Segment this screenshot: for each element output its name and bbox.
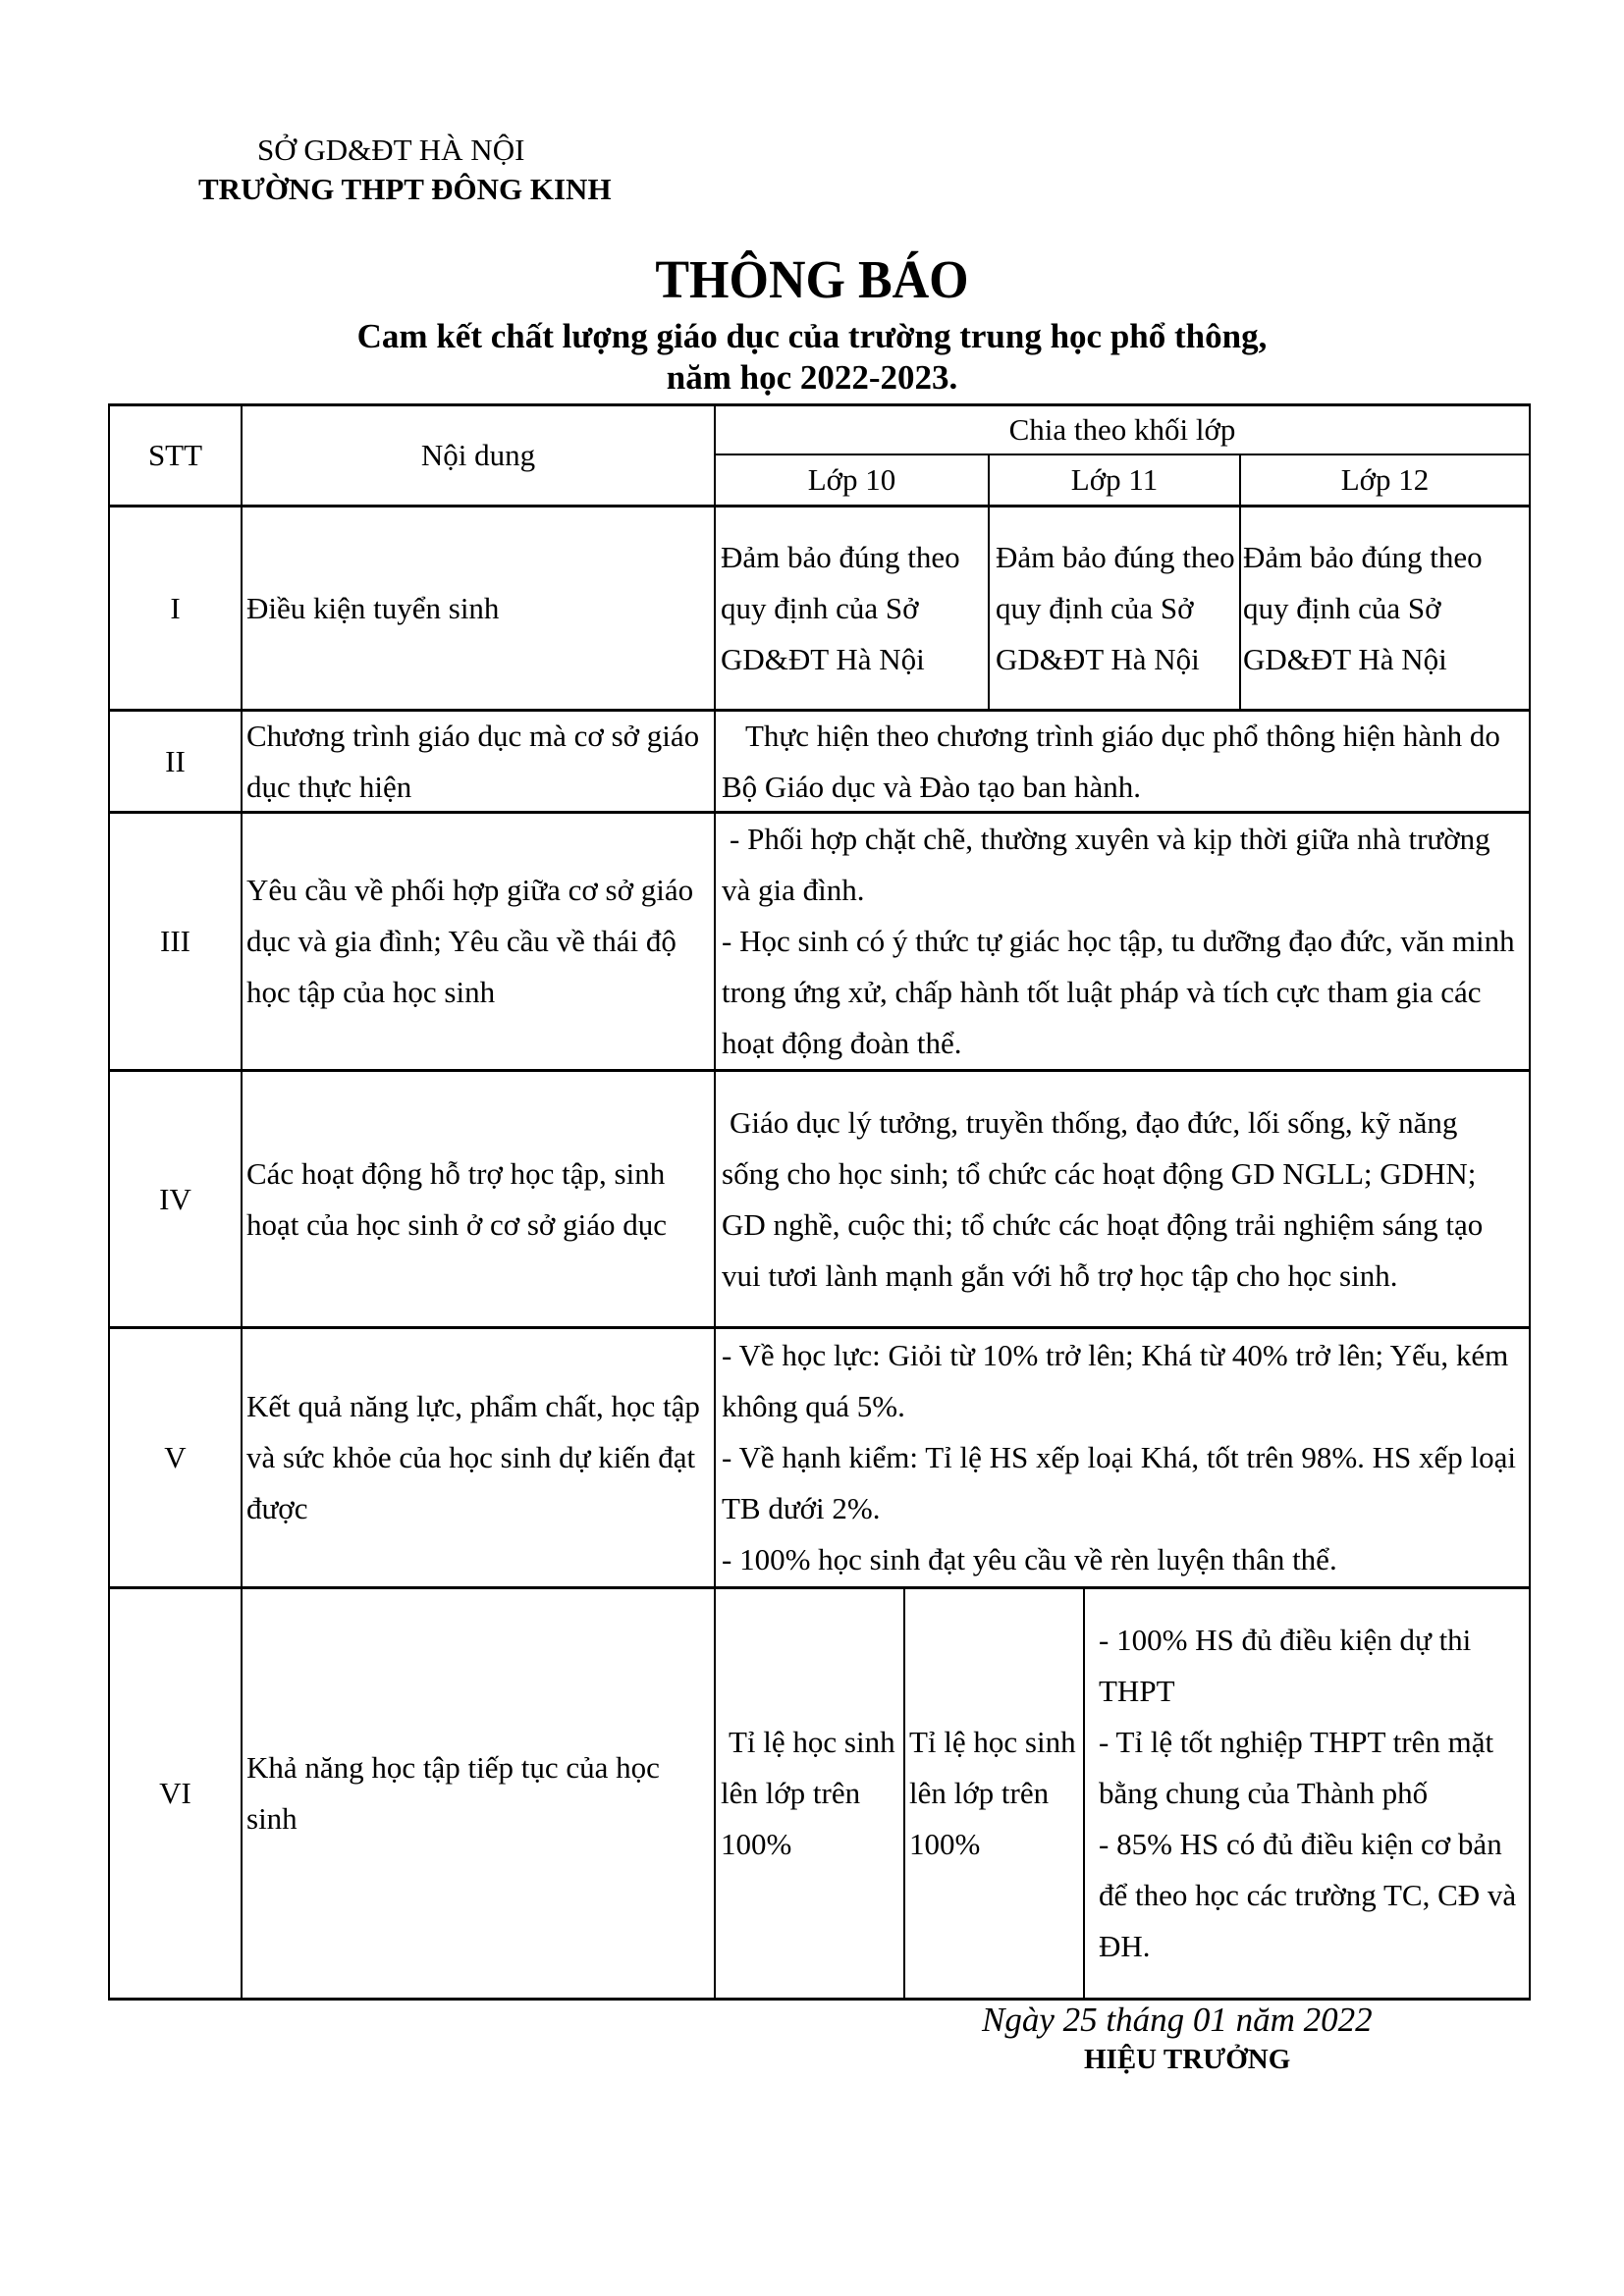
row-grade-10 xyxy=(716,507,988,709)
row-content-label: Kết quả năng lực, phẩm chất, học tập và sức khỏe của học sinh dự kiến đạt được xyxy=(246,1389,700,1525)
header-grade-12 xyxy=(1241,455,1529,505)
row-stt-label: I xyxy=(170,590,181,625)
row-merged-text: Giáo dục lý tưởng, truyền thống, đạo đức, lối sống, kỹ năng sống cho học sinh; tổ chức các hoạt động GD NGLL; GDHN; GD nghề, cuộc thi; tổ chức các hoạt động trải nghiệm sáng tạo vui tươi lành mạnh gắn với hỗ trợ học tập cho học sinh. xyxy=(722,1104,1484,1293)
header-grade-group xyxy=(716,406,1529,454)
document-subtitle xyxy=(0,316,1624,399)
row-stt-label: V xyxy=(164,1440,187,1474)
row-content-label: Điều kiện tuyển sinh xyxy=(246,590,500,625)
row-content-label: Chương trình giáo dục mà cơ sở giáo dục thực hiện xyxy=(246,718,700,804)
row-grade-12-item: - 85% HS có đủ điều kiện cơ bản để theo học các trường TC, CĐ và ĐH. xyxy=(1099,1827,1517,1963)
row-grade-11 xyxy=(990,507,1239,709)
row-grade-12 xyxy=(1085,1589,1529,1998)
row-stt xyxy=(110,507,241,709)
header-stt xyxy=(110,406,241,505)
header-grade-12-label: Lớp 12 xyxy=(1340,462,1430,497)
signing-date: Ngày 25 tháng 01 năm 2022 xyxy=(982,2001,1373,2039)
row-stt xyxy=(110,1072,241,1326)
row-content-label: Yêu cầu về phối hợp giữa cơ sở giáo dục và gia đình; Yêu cầu về thái độ học tập của học sinh xyxy=(246,873,694,1009)
row-grade-10-text: Đảm bảo đúng theo quy định của Sở GD&ĐT Hà Nội xyxy=(721,539,960,676)
row-grade-12-text: Đảm bảo đúng theo quy định của Sở GD&ĐT Hà Nội xyxy=(1243,539,1483,676)
header-content xyxy=(243,406,714,505)
row-stt-label: II xyxy=(165,743,186,778)
subtitle-line-2: năm học 2022-2023. xyxy=(666,358,958,397)
school-name: TRƯỜNG THPT ĐÔNG KINH xyxy=(198,172,612,206)
row-content-label: Các hoạt động hỗ trợ học tập, sinh hoạt của học sinh ở cơ sở giáo dục xyxy=(246,1155,667,1242)
header-grade-10 xyxy=(716,455,988,505)
row-grade-10 xyxy=(716,1589,903,1998)
row-merged-item: - 100% học sinh đạt yêu cầu về rèn luyện thân thể. xyxy=(722,1542,1337,1576)
row-grade-11-text: Tỉ lệ học sinh lên lớp trên 100% xyxy=(909,1725,1076,1861)
row-content xyxy=(243,507,714,709)
row-merged-item: - Học sinh có ý thức tự giác học tập, tu dưỡng đạo đức, văn minh trong ứng xử, chấp hành tốt luật pháp và tích cực tham gia các hoạt động đoàn thể. xyxy=(722,924,1515,1060)
header-grade-10-label: Lớp 10 xyxy=(807,462,896,497)
row-merged-item: - Về học lực: Giỏi từ 10% trở lên; Khá từ 40% trở lên; Yếu, kém không quá 5%. xyxy=(722,1338,1509,1423)
row-merged-item: - Phối hợp chặt chẽ, thường xuyên và kịp thời giữa nhà trường và gia đình. xyxy=(722,822,1490,907)
row-content xyxy=(243,814,714,1069)
department-name: SỞ GD&ĐT HÀ NỘI xyxy=(257,133,525,167)
signatory-title: HIỆU TRƯỞNG xyxy=(1084,2044,1291,2075)
header-grade-group-label: Chia theo khối lớp xyxy=(1008,412,1236,447)
header-stt-label: STT xyxy=(147,438,203,472)
table-border-right xyxy=(1529,403,1531,2001)
row-stt-label: IV xyxy=(159,1181,191,1216)
row-content-label: Khả năng học tập tiếp tục của học sinh xyxy=(246,1750,660,1836)
row-merged xyxy=(716,1072,1529,1326)
row-merged xyxy=(716,1329,1529,1586)
row-content xyxy=(243,1589,714,1998)
row-grade-11-text: Đảm bảo đúng theo quy định của Sở GD&ĐT Hà Nội xyxy=(996,539,1235,676)
row-stt xyxy=(110,1329,241,1586)
row-content xyxy=(243,1329,714,1586)
row-grade-12-item: - Tỉ lệ tốt nghiệp THPT trên mặt bằng chung của Thành phố xyxy=(1099,1725,1494,1810)
row-merged-text: Thực hiện theo chương trình giáo dục phổ thông hiện hành do Bộ Giáo dục và Đào tạo ban hành. xyxy=(722,718,1500,804)
header-grade-11-label: Lớp 11 xyxy=(1070,462,1159,497)
row-grade-12 xyxy=(1241,507,1529,709)
row-stt-label: III xyxy=(160,924,190,958)
row-stt xyxy=(110,1589,241,1998)
row-grade-12-item: - 100% HS đủ điều kiện dự thi THPT xyxy=(1099,1623,1472,1708)
row-merged xyxy=(716,814,1529,1069)
header-content-label: Nội dung xyxy=(420,438,536,472)
row-stt-label: VI xyxy=(159,1776,191,1810)
row-stt xyxy=(110,814,241,1069)
row-merged-item: - Về hạnh kiểm: Tỉ lệ HS xếp loại Khá, tốt trên 98%. HS xếp loại TB dưới 2%. xyxy=(722,1440,1517,1525)
header-grade-11 xyxy=(990,455,1239,505)
document-title: THÔNG BÁO xyxy=(655,250,969,310)
row-merged xyxy=(716,712,1529,811)
row-stt xyxy=(110,712,241,811)
row-content xyxy=(243,1072,714,1326)
row-grade-10-text: Tỉ lệ học sinh lên lớp trên 100% xyxy=(721,1725,895,1861)
row-grade-11 xyxy=(905,1589,1083,1998)
row-content xyxy=(243,712,714,811)
subtitle-line-1: Cam kết chất lượng giáo dục của trường trung học phổ thông, xyxy=(356,317,1268,355)
